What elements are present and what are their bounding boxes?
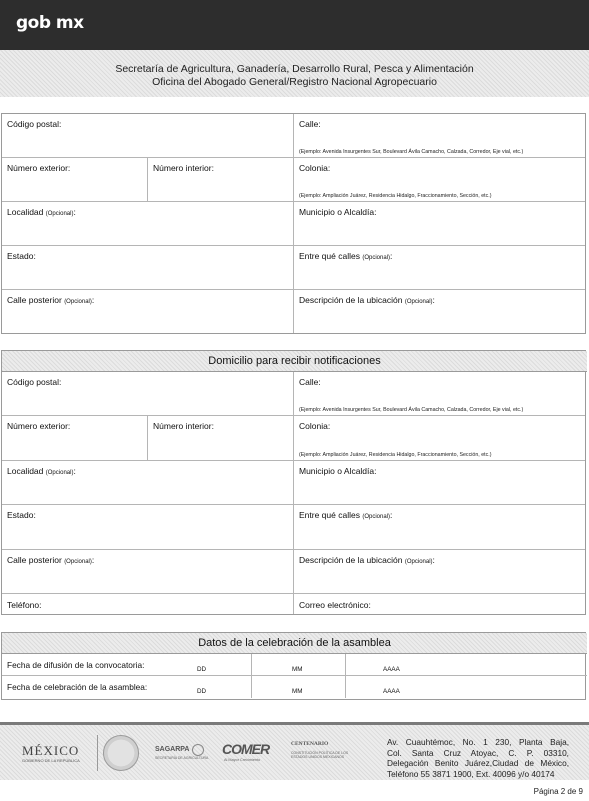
dd-label: DD <box>197 666 207 673</box>
n-municipio-field[interactable] <box>294 461 585 505</box>
n-calle-field[interactable] <box>294 372 585 416</box>
fecha-celebracion-row <box>2 676 587 698</box>
office-name: Oficina del Abogado General/Registro Nacional Agropecuario <box>152 76 437 88</box>
calle-field[interactable] <box>294 114 585 158</box>
dd-label: DD <box>197 688 207 695</box>
n-descripcion-label: Descripción de la ubicación (Opcional): <box>299 555 435 565</box>
numero-exterior-field[interactable] <box>2 158 148 202</box>
descripcion-field[interactable] <box>294 290 585 333</box>
emblem-icon <box>192 744 204 756</box>
n-localidad-field[interactable] <box>2 461 294 505</box>
difusion-aaaa-field[interactable] <box>345 654 445 676</box>
asamblea-title: Datos de la celebración de la asamblea <box>2 633 587 654</box>
celebracion-dd-field[interactable] <box>157 676 251 698</box>
n-numero-interior-label: Número interior: <box>153 421 214 431</box>
address-line: Delegación Benito Juárez,Ciudad de México, <box>387 758 569 768</box>
n-municipio-label: Municipio o Alcaldía: <box>299 466 377 476</box>
estado-label: Estado: <box>7 251 36 261</box>
centenario-logo-sub: CONSTITUCIÓN POLÍTICA DE LOS ESTADOS UNIDOS MEXICANOS <box>291 751 349 759</box>
n-codigo-postal-label: Código postal: <box>7 377 62 387</box>
mm-label: MM <box>292 688 303 695</box>
notificaciones-title: Domicilio para recibir notificaciones <box>2 351 587 372</box>
numero-interior-field[interactable] <box>148 158 294 202</box>
correo-field[interactable] <box>294 594 585 614</box>
localidad-label: Localidad (Opcional): <box>7 207 76 217</box>
n-calle-posterior-label: Calle posterior (Opcional): <box>7 555 95 565</box>
n-colonia-field[interactable] <box>294 416 585 461</box>
agency-header <box>0 50 589 97</box>
address-line: Av. Cuauhtémoc, No. 1 230, Planta Baja, <box>387 737 569 747</box>
notificaciones-section <box>1 350 586 615</box>
difusion-mm-field[interactable] <box>251 654 345 676</box>
sagarpa-logo: SAGARPA <box>155 746 190 753</box>
n-entre-calles-field[interactable] <box>294 505 585 550</box>
n-colonia-hint: (Ejemplo: Ampliación Juárez, Residencia Hidalgo, Fraccionamiento, Sección, etc.) <box>299 452 492 458</box>
sagarpa-logo-sub: SECRETARÍA DE AGRICULTURA <box>155 756 209 760</box>
calle-posterior-field[interactable] <box>2 290 294 333</box>
comer-logo: COMER <box>222 741 270 757</box>
estado-field[interactable] <box>2 246 294 290</box>
calle-hint: (Ejemplo: Avenida Insurgentes Sur, Boulevard Ávila Camacho, Calzada, Corredor, Eje vial, etc.) <box>299 149 524 155</box>
colonia-label: Colonia: <box>299 163 331 173</box>
n-entre-calles-label: Entre qué calles (Opcional): <box>299 510 393 520</box>
fecha-celebracion-label: Fecha de celebración de la asamblea: <box>7 682 148 692</box>
mexico-logo: MÉXICO <box>22 743 80 758</box>
aaaa-label: AAAA <box>383 666 400 673</box>
n-calle-label: Calle: <box>299 377 321 387</box>
entre-calles-label: Entre qué calles (Opcional): <box>299 251 393 261</box>
codigo-postal-field[interactable] <box>2 114 294 158</box>
n-calle-posterior-field[interactable] <box>2 550 294 594</box>
top-bar <box>0 0 589 50</box>
fecha-difusion-row <box>2 654 587 676</box>
localidad-field[interactable] <box>2 202 294 246</box>
entre-calles-field[interactable] <box>294 246 585 290</box>
aaaa-label: AAAA <box>383 688 400 695</box>
footer <box>0 725 589 780</box>
numero-exterior-label: Número exterior: <box>7 163 71 173</box>
municipio-field[interactable] <box>294 202 585 246</box>
office-address <box>387 737 569 779</box>
calle-label: Calle: <box>299 119 321 129</box>
difusion-dd-field[interactable] <box>157 654 251 676</box>
agency-name: Secretaría de Agricultura, Ganadería, Desarrollo Rural, Pesca y Alimentación <box>115 63 474 75</box>
fecha-difusion-label: Fecha de difusión de la convocatoria: <box>7 660 145 670</box>
page-number: Página 2 de 9 <box>533 787 583 796</box>
mm-label: MM <box>292 666 303 673</box>
n-estado-field[interactable] <box>2 505 294 550</box>
celebracion-aaaa-field[interactable] <box>345 676 445 698</box>
centenario-logo: CENTENARIO <box>291 741 329 747</box>
n-numero-exterior-label: Número exterior: <box>7 421 71 431</box>
numero-interior-label: Número interior: <box>153 163 214 173</box>
comer-logo-sub: Al Mayor Crecimiento <box>224 758 261 762</box>
address-line: Teléfono 55 3871 1900, Ext. 40096 y/o 40174 <box>387 768 555 779</box>
calle-posterior-label: Calle posterior (Opcional): <box>7 295 95 305</box>
colonia-hint: (Ejemplo: Ampliación Juárez, Residencia Hidalgo, Fraccionamiento, Sección, etc.) <box>299 193 492 199</box>
address-section <box>1 113 586 334</box>
correo-label: Correo electrónico: <box>299 600 371 610</box>
mexico-logo-sub: GOBIERNO DE LA REPÚBLICA <box>22 758 80 763</box>
gob-mx-logo: gob mx <box>16 13 84 33</box>
codigo-postal-label: Código postal: <box>7 119 62 129</box>
descripcion-label: Descripción de la ubicación (Opcional): <box>299 295 435 305</box>
asamblea-section <box>1 632 586 700</box>
logo-separator <box>97 735 98 771</box>
celebracion-mm-field[interactable] <box>251 676 345 698</box>
n-descripcion-field[interactable] <box>294 550 585 594</box>
n-codigo-postal-field[interactable] <box>2 372 294 416</box>
colonia-field[interactable] <box>294 158 585 202</box>
n-numero-interior-field[interactable] <box>148 416 294 461</box>
n-estado-label: Estado: <box>7 510 36 520</box>
n-localidad-label: Localidad (Opcional): <box>7 466 76 476</box>
n-numero-exterior-field[interactable] <box>2 416 148 461</box>
n-calle-hint: (Ejemplo: Avenida Insurgentes Sur, Boulevard Ávila Camacho, Calzada, Corredor, Eje vial, etc.) <box>299 407 524 413</box>
telefono-field[interactable] <box>2 594 294 614</box>
telefono-label: Teléfono: <box>7 600 42 610</box>
national-seal-icon <box>103 735 139 771</box>
municipio-label: Municipio o Alcaldía: <box>299 207 377 217</box>
address-line: Col. Santa Cruz Atoyac, C. P. 03310, <box>387 747 569 758</box>
n-colonia-label: Colonia: <box>299 421 331 431</box>
